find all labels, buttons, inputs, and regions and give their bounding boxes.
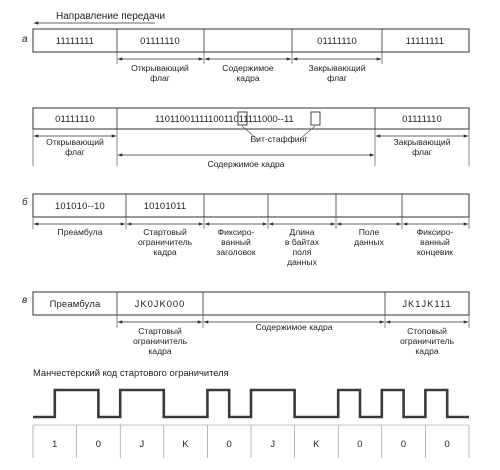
frame-a-bottom: [33, 108, 469, 129]
label-b-length: Длина в байтах поля данных: [284, 227, 320, 267]
label-a-top-content: Содержимое кадра: [222, 63, 274, 83]
manchester-signal: [33, 390, 469, 417]
label-a-top-close-flag: Закрывающий флаг: [308, 63, 366, 83]
manchester-symbol: K: [182, 438, 189, 449]
label-b-sfd: Стартовый ограничитель кадра: [137, 227, 193, 257]
frame-a-top-box: [33, 29, 469, 52]
frame-v-cell-preamble: Преамбула: [49, 298, 101, 309]
manchester-symbol: 0: [444, 438, 450, 449]
section-v-letter: в: [22, 295, 28, 306]
label-a-top-open-flag: Открывающий флаг: [131, 63, 189, 83]
frame-b: [33, 194, 469, 217]
manchester-waveform: [33, 390, 469, 458]
stuffed-bitstream: 1101100111110011011111000--11: [155, 113, 294, 124]
frame-v: [33, 292, 469, 315]
manchester-symbol: 0: [95, 438, 102, 449]
stuffed-bit-2: 0: [267, 113, 273, 124]
manchester-symbol: J: [139, 438, 145, 449]
label-b-data: Поле данных: [354, 227, 384, 247]
frame-a-cell-close-flag: 01111110: [317, 35, 357, 46]
manchester-symbol: 0: [226, 438, 232, 449]
label-v-content: Содержимое кадра: [255, 322, 333, 332]
frame-b-cell-preamble: 101010--10: [55, 200, 105, 211]
label-v-sfd: Стартовый ограничитель кадра: [132, 326, 188, 356]
frame-a-top: [33, 29, 469, 52]
label-b-header: Фиксиро-ванный заголовок: [216, 227, 256, 257]
section-a-letter: а: [22, 34, 28, 45]
label-b-preamble: Преамбула: [57, 227, 103, 237]
label-a-bottom-open-flag: Открывающий флаг: [46, 137, 104, 157]
direction-label: Направление передачи: [56, 11, 166, 22]
frame-v-cell-sfd: JK0JK000: [134, 298, 186, 309]
manchester-symbol: 1: [52, 438, 58, 449]
label-a-bottom-content: Содержимое кадра: [207, 159, 285, 169]
manchester-title: Манчестерский код стартового ограничителя: [33, 367, 229, 378]
section-b-letter: б: [22, 197, 28, 208]
label-a-bottom-close-flag: Закрывающий флаг: [393, 137, 451, 157]
manchester-symbol: J: [270, 438, 276, 449]
frame-v-cell-efd: JK1JK111: [402, 298, 452, 309]
frame-a-cell-preamble: 11111111: [55, 35, 95, 46]
label-b-trailer: Фиксиро-ванный концевик: [416, 227, 454, 257]
frame-b-cell-sfd: 10101011: [143, 200, 187, 211]
frame-a-cell-open-flag: 01111110: [140, 35, 180, 46]
manchester-symbol: 0: [357, 438, 363, 449]
stuffing-label: Бит-стаффинг: [250, 134, 308, 144]
manchester-symbol: K: [313, 438, 320, 449]
label-v-efd: Стоповый ограничитель кадра: [399, 326, 455, 356]
frame-a-bottom-close-flag: 01111110: [402, 113, 442, 124]
manchester-symbol: 0: [400, 438, 407, 449]
frame-a-bottom-open-flag: 01111110: [55, 113, 95, 124]
frame-a-cell-trailer: 11111111: [405, 35, 445, 46]
stuffed-bit-1: 0: [218, 113, 224, 124]
